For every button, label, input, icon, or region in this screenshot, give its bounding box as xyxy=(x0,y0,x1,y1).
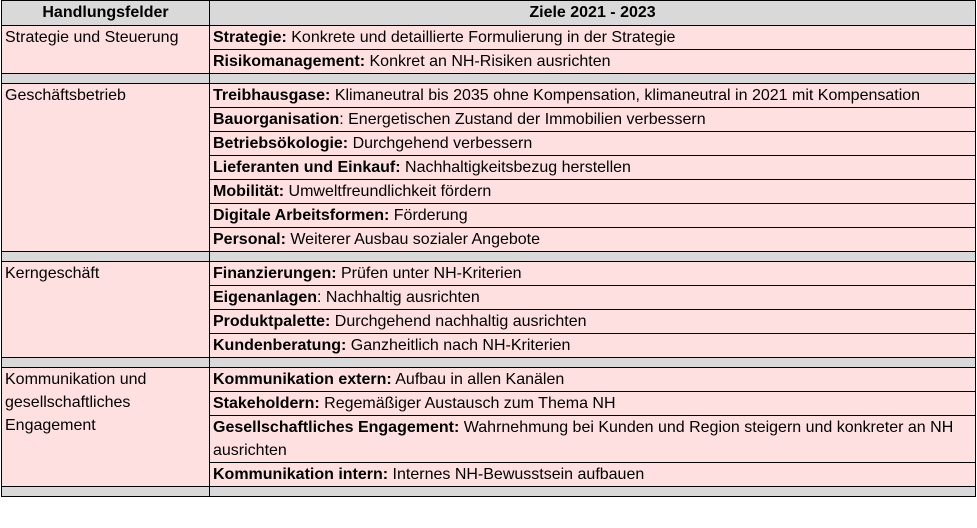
goal-text: Weiterer Ausbau sozialer Angebote xyxy=(285,231,541,248)
goal-text: Wahrnehmung bei Kunden und Region steigern und konkreter an NH ausrichten xyxy=(213,419,954,459)
goal-cell xyxy=(210,368,976,392)
goal-cell xyxy=(210,310,976,334)
header-fields: Handlungsfelder xyxy=(2,1,210,26)
goal-text: Durchgehend nachhaltig ausrichten xyxy=(330,313,587,330)
separator-row xyxy=(2,74,976,84)
goal-text: : Nachhaltig ausrichten xyxy=(317,289,480,306)
separator-cell xyxy=(2,252,210,262)
goal-cell xyxy=(210,228,976,252)
goal-key: Personal: xyxy=(213,231,286,248)
goal-key: Lieferanten und Einkauf: xyxy=(213,159,401,176)
goal-text: Konkrete und detaillierte Formulierung in der Strategie xyxy=(286,29,676,46)
goal-cell xyxy=(210,416,976,463)
goal-text: Internes NH-Bewusstsein aufbauen xyxy=(388,466,645,483)
field-label: Kommunikation und gesellschaftliches Engagement xyxy=(2,368,210,487)
goal-key: Treibhausgase: xyxy=(213,87,331,104)
goal-cell xyxy=(210,262,976,286)
goal-key: Strategie: xyxy=(213,29,287,46)
table-row xyxy=(2,84,976,108)
goal-text: Aufbau in allen Kanälen xyxy=(391,371,565,388)
separator-cell xyxy=(2,358,210,368)
goal-key: Risikomanagement: xyxy=(213,53,366,70)
goal-key: Kommunikation intern: xyxy=(213,466,389,483)
separator-row xyxy=(2,487,976,497)
table-row xyxy=(2,262,976,286)
table-row xyxy=(2,368,976,392)
goal-cell xyxy=(210,84,976,108)
goal-text: Förderung xyxy=(389,207,468,224)
goal-cell xyxy=(210,50,976,74)
goals-table xyxy=(1,0,976,497)
goal-key: Mobilität: xyxy=(213,183,285,200)
goal-cell xyxy=(210,180,976,204)
separator-cell xyxy=(2,487,210,497)
goal-key: Kundenberatung: xyxy=(213,337,347,354)
goal-text: Regemäßiger Austausch zum Thema NH xyxy=(319,395,616,412)
table-row xyxy=(2,26,976,50)
goal-cell xyxy=(210,132,976,156)
goal-key: Kommunikation extern: xyxy=(213,371,392,388)
goal-key: Stakeholdern: xyxy=(213,395,320,412)
field-label: Kerngeschäft xyxy=(2,262,210,358)
separator-cell xyxy=(210,487,976,497)
goal-key: Digitale Arbeitsformen: xyxy=(213,207,390,224)
goal-cell xyxy=(210,108,976,132)
goal-text: Klimaneutral bis 2035 ohne Kompensation, klimaneutral in 2021 mit Kompensation xyxy=(330,87,921,104)
goal-cell xyxy=(210,463,976,487)
table-body xyxy=(2,26,976,497)
goal-key: Bauorganisation xyxy=(213,111,340,128)
field-label: Strategie und Steuerung xyxy=(2,26,210,74)
header-row xyxy=(2,1,976,26)
goal-cell xyxy=(210,392,976,416)
header-goals: Ziele 2021 - 2023 xyxy=(210,1,976,26)
separator-cell xyxy=(210,252,976,262)
goal-key: Produktpalette: xyxy=(213,313,331,330)
goal-cell xyxy=(210,334,976,358)
goal-text: : Energetischen Zustand der Immobilien verbessern xyxy=(339,111,706,128)
goal-text: Durchgehend verbessern xyxy=(348,135,533,152)
goal-text: Konkret an NH-Risiken ausrichten xyxy=(365,53,611,70)
goal-cell xyxy=(210,286,976,310)
separator-cell xyxy=(210,74,976,84)
goal-cell xyxy=(210,26,976,50)
separator-row xyxy=(2,358,976,368)
goal-cell xyxy=(210,156,976,180)
goal-key: Finanzierungen: xyxy=(213,265,337,282)
goal-key: Gesellschaftliches Engagement: xyxy=(213,419,460,436)
goal-key: Betriebsökologie: xyxy=(213,135,349,152)
field-label: Geschäftsbetrieb xyxy=(2,84,210,252)
goal-text: Ganzheitlich nach NH-Kriterien xyxy=(346,337,571,354)
separator-cell xyxy=(210,358,976,368)
goal-text: Nachhaltigkeitsbezug herstellen xyxy=(400,159,631,176)
goal-key: Eigenanlagen xyxy=(213,289,318,306)
separator-cell xyxy=(2,74,210,84)
goal-text: Umweltfreundlichkeit fördern xyxy=(284,183,492,200)
goal-cell xyxy=(210,204,976,228)
goal-text: Prüfen unter NH-Kriterien xyxy=(336,265,522,282)
separator-row xyxy=(2,252,976,262)
